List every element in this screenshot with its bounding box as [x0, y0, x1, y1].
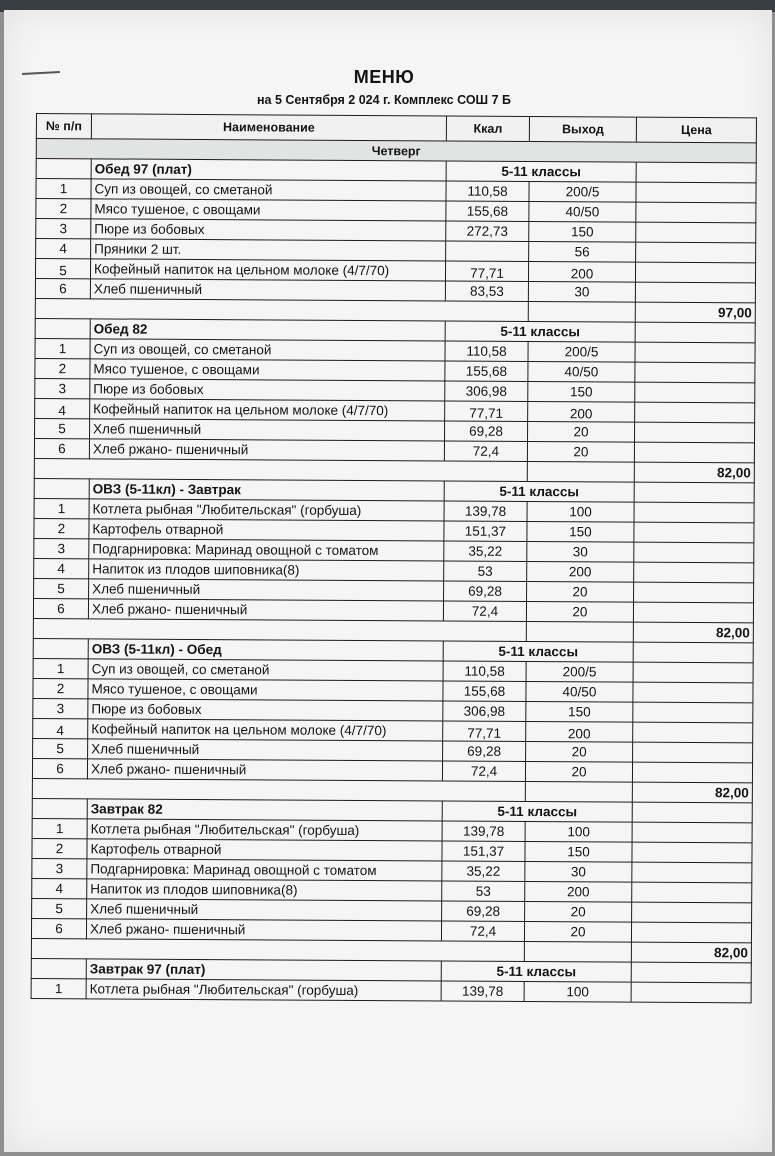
- total-spacer-cell: [526, 622, 633, 643]
- item-price: [635, 422, 755, 443]
- section-total-price: 82,00: [633, 622, 753, 643]
- item-price: [634, 562, 754, 583]
- item-output: 200/5: [529, 182, 636, 203]
- total-spacer-cell: [525, 782, 632, 803]
- item-price: [636, 202, 756, 223]
- item-name: Хлеб пшеничный: [89, 579, 444, 601]
- col-header-name: Наименование: [91, 114, 446, 141]
- item-output: 200: [527, 562, 634, 583]
- section-classes: 5-11 классы: [445, 321, 635, 342]
- section-name: Обед 82: [90, 319, 445, 341]
- item-kcal: 155,68: [443, 681, 526, 702]
- item-number: 6: [33, 598, 88, 618]
- section-num-cell: [34, 478, 89, 498]
- item-output: 56: [529, 242, 636, 263]
- item-output: 100: [524, 981, 631, 1002]
- item-name: Пюре из бобовых: [90, 379, 445, 401]
- item-kcal: 72,4: [443, 601, 526, 622]
- item-output: 150: [528, 382, 635, 403]
- item-number: 1: [35, 338, 90, 358]
- item-price: [634, 502, 754, 523]
- item-kcal: 151,37: [444, 521, 527, 542]
- item-name: Хлеб ржано- пшеничный: [88, 599, 443, 621]
- item-price: [635, 362, 755, 383]
- item-price: [632, 822, 752, 843]
- item-name: Хлеб ржано- пшеничный: [86, 919, 441, 941]
- section-price-cell: [636, 162, 756, 183]
- item-number: 3: [36, 219, 91, 239]
- menu-table: [31, 113, 757, 1003]
- document-subtitle: на 5 Сентября 2 024 г. Комплекс СОШ 7 Б: [257, 93, 511, 107]
- item-name: Пюре из бобовых: [88, 699, 443, 721]
- item-number: 2: [32, 838, 87, 858]
- item-output: 20: [528, 422, 635, 443]
- item-name: Подгарнировка: Маринад овощной с томатом: [87, 859, 442, 881]
- item-number: 5: [35, 259, 90, 279]
- item-kcal: 139,78: [441, 981, 524, 1002]
- item-kcal: [446, 241, 529, 262]
- menu-item-row: [31, 978, 751, 1002]
- item-output: 20: [525, 901, 632, 922]
- item-number: 6: [35, 278, 90, 298]
- item-price: [632, 882, 752, 903]
- section-classes: 5-11 классы: [442, 801, 632, 822]
- section-classes: 5-11 классы: [446, 161, 636, 182]
- item-kcal: 306,98: [443, 701, 526, 722]
- item-name: Хлеб ржано- пшеничный: [87, 759, 442, 781]
- section-price-cell: [632, 802, 752, 823]
- item-number: 1: [36, 179, 91, 199]
- item-price: [633, 742, 753, 763]
- item-name: Картофель отварной: [89, 519, 444, 541]
- section-classes: 5-11 классы: [441, 961, 631, 982]
- section-num-cell: [32, 798, 87, 818]
- item-number: 6: [34, 438, 89, 458]
- item-name: Суп из овощей, со сметаной: [91, 179, 446, 201]
- section-price-cell: [631, 962, 751, 983]
- item-output: 200: [528, 262, 635, 283]
- item-output: 200: [526, 722, 633, 743]
- item-kcal: 151,37: [442, 841, 525, 862]
- item-output: 20: [526, 742, 633, 763]
- item-number: 1: [34, 498, 89, 518]
- item-kcal: 77,71: [445, 401, 528, 422]
- item-kcal: 139,78: [444, 501, 527, 522]
- item-number: 3: [33, 698, 88, 718]
- total-spacer-cell: [524, 941, 631, 962]
- item-price: [633, 722, 753, 743]
- item-price: [635, 282, 755, 303]
- item-price: [635, 382, 755, 403]
- menu-sheet: [4, 10, 772, 1152]
- item-price: [633, 682, 753, 703]
- item-price: [633, 602, 753, 623]
- section-name: Завтрак 97 (плат): [86, 959, 441, 981]
- item-number: 5: [34, 578, 89, 598]
- item-output: 150: [526, 702, 633, 723]
- item-number: 1: [32, 818, 87, 838]
- section-total-price: 82,00: [634, 462, 754, 483]
- item-kcal: 77,71: [445, 261, 528, 282]
- item-kcal: 272,73: [446, 221, 529, 242]
- total-spacer-cell: [527, 462, 634, 483]
- item-price: [632, 762, 752, 783]
- item-number: 5: [35, 418, 90, 438]
- item-number: 2: [34, 518, 89, 538]
- item-number: 5: [32, 898, 87, 918]
- item-price: [636, 182, 756, 203]
- item-output: 150: [529, 222, 636, 243]
- item-name: Картофель отварной: [87, 839, 442, 861]
- item-number: 4: [35, 398, 90, 418]
- item-kcal: 77,71: [443, 721, 526, 742]
- item-name: Котлета рыбная "Любительская" (горбуша): [86, 979, 441, 1001]
- item-output: 200/5: [526, 662, 633, 683]
- item-name: Мясо тушеное, с овощами: [88, 679, 443, 701]
- item-output: 100: [525, 822, 632, 843]
- section-price-cell: [635, 322, 755, 343]
- item-name: Хлеб пшеничный: [90, 279, 445, 301]
- section-num-cell: [36, 159, 91, 179]
- item-output: 30: [527, 542, 634, 563]
- item-number: 3: [32, 858, 87, 878]
- item-number: 4: [33, 718, 88, 738]
- item-number: 6: [32, 758, 87, 778]
- item-kcal: 35,22: [442, 861, 525, 882]
- item-output: 200: [528, 402, 635, 423]
- item-number: 4: [32, 878, 87, 898]
- item-output: 20: [525, 762, 632, 783]
- item-name: Кофейный напиток на цельном молоке (4/7/70): [90, 259, 445, 281]
- item-kcal: 155,68: [445, 361, 528, 382]
- total-spacer-cell: [528, 302, 635, 323]
- item-name: Напиток из плодов шиповника(8): [87, 879, 442, 901]
- item-price: [635, 342, 755, 363]
- item-kcal: 110,58: [445, 341, 528, 362]
- item-output: 150: [527, 522, 634, 543]
- section-total-price: 82,00: [632, 782, 752, 803]
- item-price: [636, 222, 756, 243]
- item-name: Мясо тушеное, с овощами: [90, 359, 445, 381]
- item-output: 40/50: [526, 682, 633, 703]
- menu-body: [31, 139, 756, 1003]
- item-number: 6: [31, 918, 86, 938]
- item-kcal: 72,4: [441, 921, 524, 942]
- item-kcal: 53: [444, 561, 527, 582]
- item-number: 2: [36, 199, 91, 219]
- item-price: [634, 542, 754, 563]
- item-number: 2: [33, 678, 88, 698]
- item-name: Суп из овощей, со сметаной: [88, 659, 443, 681]
- col-header-kcal: Ккал: [446, 116, 529, 142]
- section-name: Завтрак 82: [87, 799, 442, 821]
- item-price: [633, 702, 753, 723]
- item-name: Хлеб пшеничный: [87, 899, 442, 921]
- item-output: 20: [524, 921, 631, 942]
- item-price: [632, 842, 752, 863]
- item-name: Хлеб пшеничный: [88, 739, 443, 761]
- item-name: Хлеб ржано- пшеничный: [89, 439, 444, 461]
- item-output: 40/50: [528, 362, 635, 383]
- item-price: [636, 242, 756, 263]
- document-title: МЕНЮ: [353, 67, 415, 87]
- item-kcal: 69,28: [445, 421, 528, 442]
- item-number: 5: [33, 738, 88, 758]
- item-name: Пюре из бобовых: [91, 219, 446, 241]
- section-num-cell: [31, 958, 86, 978]
- item-name: Напиток из плодов шиповника(8): [89, 559, 444, 581]
- item-price: [631, 922, 751, 943]
- col-header-num: № п/п: [36, 114, 91, 139]
- item-output: 30: [528, 282, 635, 303]
- item-number: 3: [35, 378, 90, 398]
- item-number: 3: [34, 538, 89, 558]
- item-number: 1: [31, 978, 86, 998]
- item-kcal: 69,28: [442, 901, 525, 922]
- item-name: Котлета рыбная "Любительская" (горбуша): [87, 819, 442, 841]
- item-price: [634, 442, 754, 463]
- item-number: 2: [35, 358, 90, 378]
- item-output: 150: [525, 842, 632, 863]
- item-number: 4: [36, 239, 91, 259]
- section-name: ОВЗ (5-11кл) - Обед: [88, 639, 443, 661]
- item-kcal: 69,28: [444, 581, 527, 602]
- item-number: 1: [33, 658, 88, 678]
- section-price-cell: [633, 642, 753, 663]
- item-price: [634, 582, 754, 603]
- item-name: Кофейный напиток на цельном молоке (4/7/70): [88, 719, 443, 741]
- section-classes: 5-11 классы: [443, 641, 633, 662]
- section-num-cell: [33, 638, 88, 658]
- item-output: 20: [527, 442, 634, 463]
- item-output: 100: [527, 502, 634, 523]
- item-name: Подгарнировка: Маринад овощной с томатом: [89, 539, 444, 561]
- section-num-cell: [35, 318, 90, 338]
- item-kcal: 72,4: [444, 441, 527, 462]
- day-label: Четверг: [36, 139, 756, 163]
- section-total-price: 82,00: [631, 942, 751, 963]
- item-output: 200: [525, 882, 632, 903]
- item-output: 20: [526, 602, 633, 623]
- item-price: [632, 862, 752, 883]
- item-name: Суп из овощей, со сметаной: [90, 339, 445, 361]
- item-kcal: 110,58: [446, 181, 529, 202]
- section-name: ОВЗ (5-11кл) - Завтрак: [89, 479, 444, 501]
- item-kcal: 69,28: [443, 741, 526, 762]
- section-total-price: 97,00: [635, 302, 755, 323]
- item-output: 30: [525, 862, 632, 883]
- item-kcal: 306,98: [445, 381, 528, 402]
- item-price: [632, 902, 752, 923]
- item-kcal: 139,78: [442, 821, 525, 842]
- item-kcal: 155,68: [446, 201, 529, 222]
- item-name: Котлета рыбная "Любительская" (горбуша): [89, 499, 444, 521]
- item-kcal: 72,4: [442, 761, 525, 782]
- item-price: [635, 262, 755, 283]
- item-output: 40/50: [529, 202, 636, 223]
- item-kcal: 110,58: [443, 661, 526, 682]
- section-price-cell: [634, 482, 754, 503]
- item-name: Мясо тушеное, с овощами: [91, 199, 446, 221]
- section-classes: 5-11 классы: [444, 481, 634, 502]
- col-header-output: Выход: [529, 117, 636, 143]
- item-name: Кофейный напиток на цельном молоке (4/7/70): [90, 399, 445, 421]
- item-price: [634, 522, 754, 543]
- item-price: [635, 402, 755, 423]
- item-kcal: 83,53: [445, 281, 528, 302]
- item-output: 20: [527, 582, 634, 603]
- section-name: Обед 97 (плат): [91, 159, 446, 181]
- item-price: [631, 982, 751, 1003]
- item-price: [633, 662, 753, 683]
- col-header-price: Цена: [636, 117, 756, 143]
- item-kcal: 53: [442, 881, 525, 902]
- item-name: Хлеб пшеничный: [90, 419, 445, 441]
- item-kcal: 35,22: [444, 541, 527, 562]
- item-number: 4: [34, 558, 89, 578]
- item-output: 200/5: [528, 342, 635, 363]
- item-name: Пряники 2 шт.: [91, 239, 446, 261]
